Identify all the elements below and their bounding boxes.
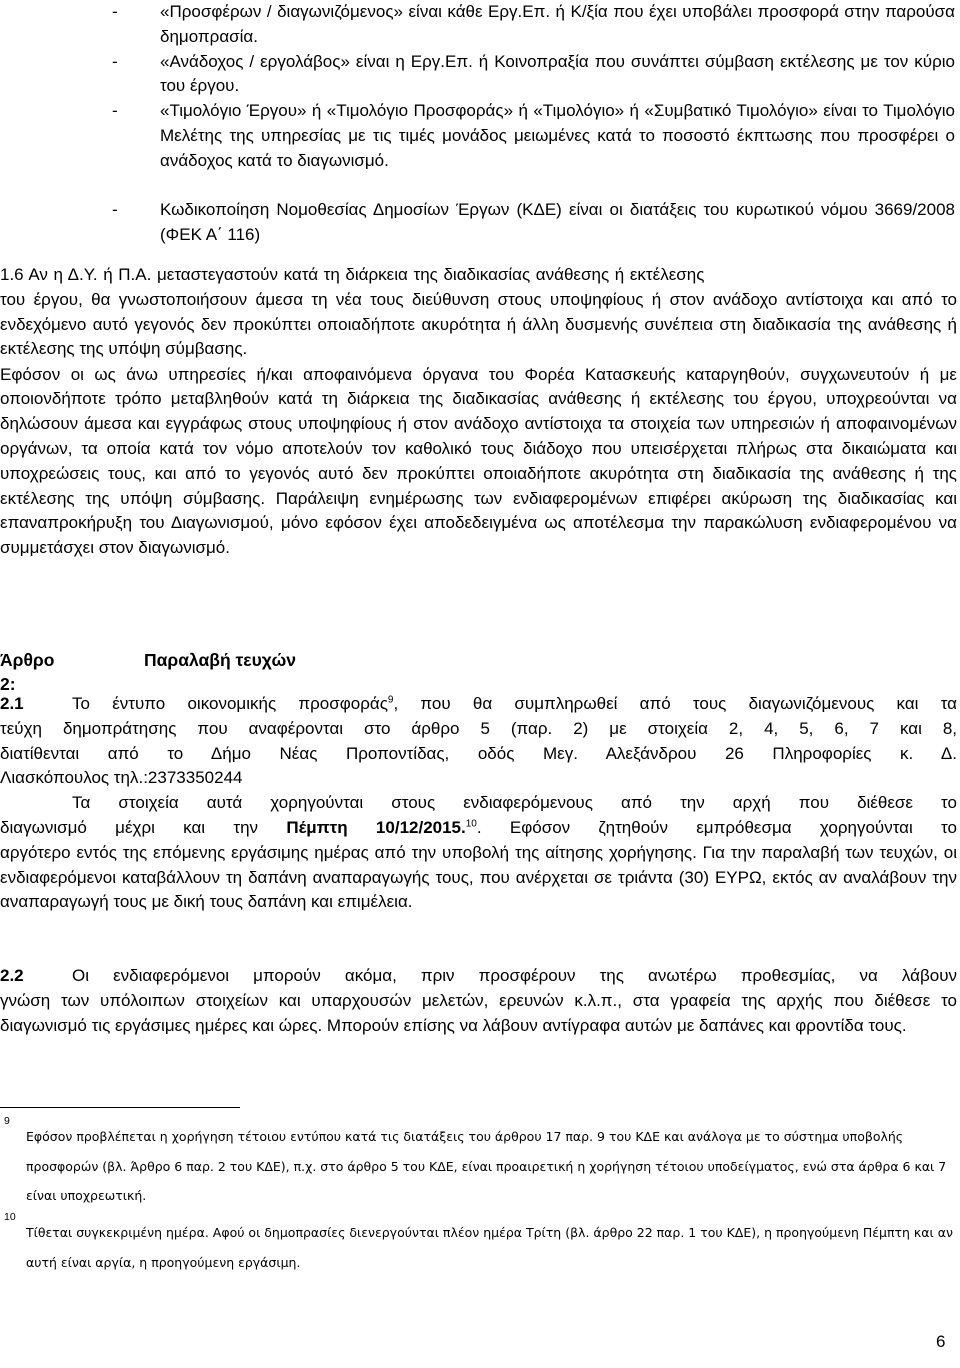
paragraph-2-1-line-4: Λιασκόπουλος τηλ.:2373350244	[0, 768, 243, 788]
paragraph-2-2-body: γνώση των υπόλοιπων στοιχείων και υπαρχουσών μελετών, ερευνών κ.λ.π., στα γραφεία της αρχής που διέθεσε το διαγωνισμό τις εργάσιμες ημέρες και ώρες. Μπορούν επίσης να λάβουν αντίγραφα αυτών με δαπάνες και φροντίδα τους.	[0, 990, 957, 1035]
paragraph-2-1-body: αργότερο εντός της επόμενης εργάσιμης ημέρας από την υποβολή της αίτησης χορήγησης. Για την παραλαβή των τευχών, οι ενδιαφερόμενοι καταβάλλουν τη δαπάνη αναπαραγωγής τους, που ανέρχεται σε τριάντα (30) ΕΥΡΩ, εκτός αν αναλάβουν την αναπαραγωγή τους με δική τους δαπάνη και επιμέλεια.	[0, 842, 957, 912]
bullet-dash: -	[112, 200, 118, 220]
footnote-ref-9: 9	[387, 694, 394, 706]
paragraph-1-6-first-line: 1.6 Αν η Δ.Υ. ή Π.Α. μεταστεγαστούν κατά τη διάρκεια της διαδικασίας ανάθεσης ή εκτέλεσης	[0, 265, 705, 284]
article-number: Άρθρο 2:	[0, 650, 55, 694]
footnote-mark: 9	[4, 1115, 10, 1127]
bullet-text: «Ανάδοχος / εργολάβος» είναι η Εργ.Επ. ή Κοινοπραξία που συνάπτει σύμβαση εκτέλεσης με τον κύριο του έργου.	[160, 51, 955, 96]
paragraph-efoson: Εφόσον οι ως άνω υπηρεσίες ή/και αποφαινόμενα όργανα του Φορέα Κατασκευής καταργηθούν, συγχωνευτούν ή με οποιονδήποτε τρόπο μεταβληθούν κατά τη διάρκεια της διαδικασίας ανάθεσης ή εκτέλεσης του έργου, υποχρεούνται να δηλώσουν άμεσα και εγγράφως στους υποψηφίους ή στον ανάδοχο αντίστοιχα τα στοιχεία των υπηρεσιών ή αποφαινομένων οργάνων, τα οποία κατά τον νόμο αποτελούν τον καθολικό τους διάδοχο που υπεισέρχεται πλήρως στα δικαιώματα και υποχρεώσεις τους, και από το γεγονός αυτό δεν προκύπτει οποιαδήποτε ακυρότητα στη διαδικασία της ανάθεσης ή της εκτέλεσης της υπόψη σύμβασης. Παράλειψη ενημέρωσης των ενδιαφερομένων επιφέρει ακύρωση της διαδικασίας και επαναπροκήρυξη του Διαγωνισμού, μόνο εφόσον έχει αποδεδειγμένα ως αποτέλεσμα την παρακώλυση ενδιαφερομένου να συμμετάσχει στον διαγωνισμό.	[0, 364, 957, 558]
section-number: 2.2	[0, 966, 24, 985]
footnote-9	[0, 1115, 955, 1211]
definition-bullet-price-list	[112, 99, 955, 173]
bullet-dash: -	[112, 51, 118, 71]
bullet-text: «Τιμολόγιο Έργου» ή «Τιμολόγιο Προσφοράς» ή «Τιμολόγιο» ή «Συμβατικό Τιμολόγιο» είναι το Τιμολόγιο Μελέτης της υπηρεσίας με τις τιμές μονάδος μειωμένες κατά το ποσοστό έκπτωσης που προσφέρει ο ανάδοχος κατά το διαγωνισμό.	[160, 101, 955, 170]
paragraph-2-1-line-6: διαγωνισμό μέχρι και την Πέμπτη 10/12/2015.10. Εφόσον ζητηθούν εμπρόθεσμα χορηγούνται το	[0, 818, 957, 837]
article-title: Παραλαβή τευχών	[144, 650, 297, 670]
definition-bullet-bidder	[112, 0, 955, 50]
footnote-10	[0, 1211, 955, 1277]
footnote-text: Τίθεται συγκεκριμένη ημέρα. Αφού οι δημοπρασίες διενεργούνται πλέον ημέρα Τρίτη (βλ. άρθρο 22 παρ. 1 του ΚΔΕ), η προηγούμενη Πέμπτη και αν αυτή είναι αργία, η προηγούμενη εργάσιμη.	[26, 1225, 953, 1270]
footnote-mark: 10	[4, 1211, 16, 1223]
bullet-text: Κωδικοποίηση Νομοθεσίας Δημοσίων Έργων (ΚΔΕ) είναι οι διατάξεις του κυρωτικού νόμου 3669/2008 (ΦΕΚ Α΄ 116)	[160, 200, 955, 245]
deadline-date: Πέμπτη 10/12/2015.	[286, 818, 466, 837]
bullet-dash: -	[112, 2, 118, 21]
footnote-text: Εφόσον προβλέπεται η χορήγηση τέτοιου εντύπου κατά τις διατάξεις του άρθρου 17 παρ. 9 του ΚΔΕ και ανάλογα με το σύστημα υποβολής προσφορών (βλ. Άρθρο 6 παρ. 2 του ΚΔΕ), π.χ. στο άρθρο 5 του ΚΔΕ, είναι προαιρετική η χορήγηση τέτοιου υποδείγματος, ενώ στα άρθρα 6 και 7 είναι υποχρεωτική.	[26, 1129, 947, 1203]
bullet-dash: -	[112, 101, 118, 121]
paragraph-2-1-number	[0, 692, 24, 716]
paragraph-2-1-line-2: τεύχη δημοπράτησης που αναφέρονται στο άρθρο 5 (παρ. 2) με στοιχεία 2, 4, 5, 6, 7 και 8,	[0, 718, 957, 738]
paragraph-2-1-line-5: Τα στοιχεία αυτά χορηγούνται στους ενδιαφερόμενους από την αρχή που διέθεσε το	[72, 793, 957, 813]
paragraph-2-1-line-1: Το έντυπο οικονομικής προσφοράς$^9$, που θα συμπληρωθεί από τους διαγωνιζόμενους και τα	[72, 694, 957, 713]
footnote-separator	[0, 1107, 240, 1108]
page-number: 6	[936, 1332, 946, 1351]
footnote-ref-10: 10	[465, 818, 477, 830]
paragraph-2-1-line-3: διατίθενται από το Δήμο Νέας Προποντίδας, οδός Μεγ. Αλεξάνδρου 26 Πληροφορίες κ. Δ.	[0, 743, 957, 763]
bullet-text: «Προσφέρων / διαγωνιζόμενος» είναι κάθε Εργ.Επ. ή Κ/ξία που έχει υποβάλει προσφορά στην παρούσα δημοπρασία.	[160, 2, 955, 46]
paragraph-1-6-body: του έργου, θα γνωστοποιήσουν άμεσα τη νέα τους διεύθυνση στους υποψηφίους ή στον ανάδοχο αντίστοιχα και από το ενδεχόμενο αυτό γεγονός δεν προκύπτει οποιαδήποτε ακυρότητα ή άλλη δυσμενής συνέπεια στη διαδικασία της ανάθεσης ή εκτέλεσης της υπόψη σύμβασης.	[0, 289, 957, 359]
definition-bullet-contractor	[112, 50, 955, 100]
paragraph-2-2-number	[0, 964, 24, 988]
definition-bullet-codification	[112, 198, 955, 248]
section-number: 2.1	[0, 694, 24, 713]
paragraph-2-2-line-1: Οι ενδιαφερόμενοι μπορούν ακόμα, πριν προσφέρουν της ανωτέρω προθεσμίας, να λάβουν	[72, 966, 957, 985]
